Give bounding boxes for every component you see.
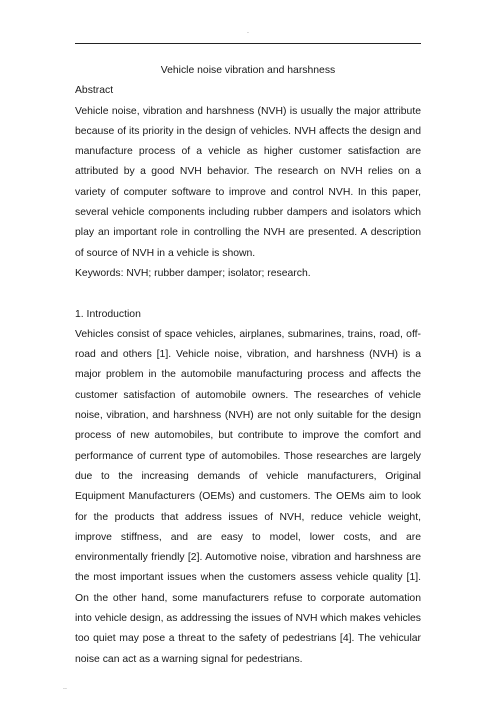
document-title: Vehicle noise vibration and harshness bbox=[160, 65, 336, 76]
abstract-paragraph: Vehicle noise, vibration and harshness (NVH) is usually the major attribute because of its priority in the design of vehicles. NVH affects the design and manufacture process of a vehicle as higher customer satisfaction are attributed by a good NVH behavior. The research on NVH relies on a variety of computer software to improve and control NVH. In this paper, several vehicle components including rubber dampers and isolators which play an important role in controlling the NVH are presented. A description of source of NVH in a vehicle is shown. bbox=[75, 105, 421, 259]
paragraph-spacer bbox=[75, 284, 421, 304]
header-rule bbox=[75, 43, 421, 44]
introduction-paragraph: Vehicles consist of space vehicles, airplanes, submarines, trains, road, off-road and others [1]. Vehicle noise, vibration, and harshness (NVH) is a major problem in the automobile manufacturing process and affects the customer satisfaction of automobile owners. The researches of vehicle noise, vibration, and harshness (NVH) are not only suitable for the design process of new automobiles, but contribute to improve the comfort and performance of current type of automobiles. Those researches are largely due to the increasing demands of vehicle manufacturers, Original Equipment Manufacturers (OEMs) and customers. The OEMs aim to look for the products that address issues of NVH, reduce vehicle weight, improve stiffness, and are easy to model, lower costs, and are environmentally friendly [2]. Automotive noise, vibration and harshness are the most important issues when the customers assess vehicle quality [1]. On the other hand, some manufacturers refuse to corporate automation into vehicle design, as addressing the issues of NVH which makes vehicles too quiet may pose a threat to the safety of pedestrians [4]. The vehicular noise can act as a warning signal for pedestrians. bbox=[75, 328, 421, 665]
keywords-line: Keywords: NVH; rubber damper; isolator; research. bbox=[75, 267, 311, 279]
footer-mark: .. bbox=[63, 684, 67, 691]
document-body bbox=[75, 61, 421, 670]
header-mark: . bbox=[247, 28, 249, 35]
abstract-heading: Abstract bbox=[75, 85, 114, 97]
section-heading: 1. Introduction bbox=[75, 308, 141, 320]
